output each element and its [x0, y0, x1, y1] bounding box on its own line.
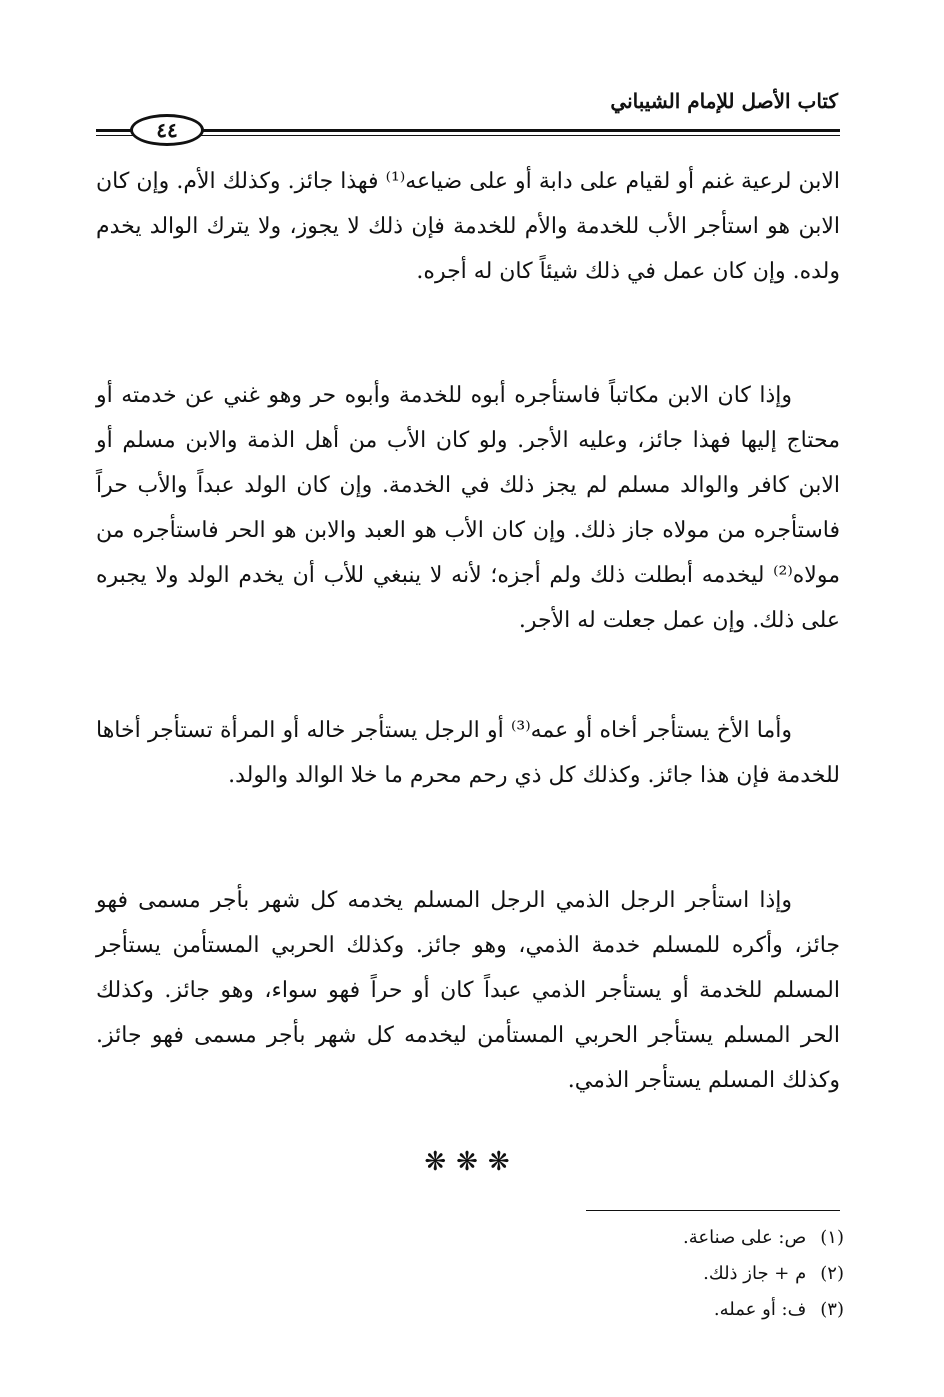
footnote-item [444, 1256, 844, 1292]
footnote-rule [586, 1210, 840, 1211]
footnote-item [444, 1292, 844, 1328]
footnote-item [444, 1220, 844, 1256]
footnote-text: م + جاز ذلك. [703, 1263, 807, 1284]
footnote-number: (٢) [820, 1263, 844, 1284]
header-rule-thin [96, 135, 840, 136]
paragraph-text: وأما الأخ يستأجر أخاه أو عمه⁽³⁾ أو الرجل يستأجر خاله أو المرأة تستأجر أخاها للخدمة فإن هذا جائز. وكذلك كل ذي رحم محرم ما خلا الوالد والولد. [96, 718, 840, 788]
paragraph-text: الابن لرعية غنم أو لقيام على دابة أو على ضياعه⁽¹⁾ فهذا جائز. وكذلك الأم. وإن كان الابن هو استأجر الأب للخدمة والأم للخدمة فإن ذلك لا يجوز، ولا يترك الوالد يخدم ولده. وإن كان عمل في ذلك شيئاً كان له أجره. [96, 169, 840, 284]
body-paragraph-1 [96, 159, 840, 294]
body-paragraph-2 [96, 373, 840, 643]
body-paragraph-4 [96, 878, 840, 1103]
footnote-number: (٣) [820, 1299, 844, 1320]
footnotes [444, 1220, 844, 1328]
body-paragraph-3 [96, 708, 840, 798]
paragraph-text: وإذا كان الابن مكاتباً فاستأجره أبوه للخدمة وأبوه حر وهو غني عن خدمته أو محتاج إليها فهذا جائز، وعليه الأجر. ولو كان الأب من أهل الذمة والابن مسلم أو الابن كافر والوالد مسلم لم يجز ذلك في الخدمة. وإن كان الولد عبداً والأب حراً فاستأجره من مولاه جاز ذلك. وإن كان الأب هو العبد والابن هو الحر فاستأجره من مولاه⁽²⁾ ليخدمه أبطلت ذلك ولم أجزه؛ لأنه لا ينبغي للأب أن يخدم الولد ولا يجبره على ذلك. وإن عمل جعلت له الأجر. [96, 383, 840, 633]
header-rule-thick [96, 129, 840, 132]
footnote-text: ف: أو عمله. [713, 1299, 807, 1320]
running-title: كتاب الأصل للإمام الشيباني [610, 89, 838, 113]
section-divider-ornament: ❋❋❋ [424, 1147, 520, 1177]
page-number: ٤٤ [130, 114, 204, 146]
footnote-number: (١) [820, 1227, 844, 1248]
footnote-text: ص: على صناعة. [682, 1227, 807, 1248]
paragraph-text: وإذا استأجر الرجل الذمي الرجل المسلم يخدمه كل شهر بأجر مسمى فهو جائز، وأكره للمسلم خدمة الذمي، وهو جائز. وكذلك الحربي المستأمن يستأجر المسلم للخدمة أو يستأجر الذمي عبداً كان أو حراً فهو سواء، وهو جائز. وكذلك الحر المسلم يستأجر الحربي المستأمن ليخدمه كل شهر بأجر مسمى فهو جائز. وكذلك المسلم يستأجر الذمي. [96, 888, 840, 1093]
